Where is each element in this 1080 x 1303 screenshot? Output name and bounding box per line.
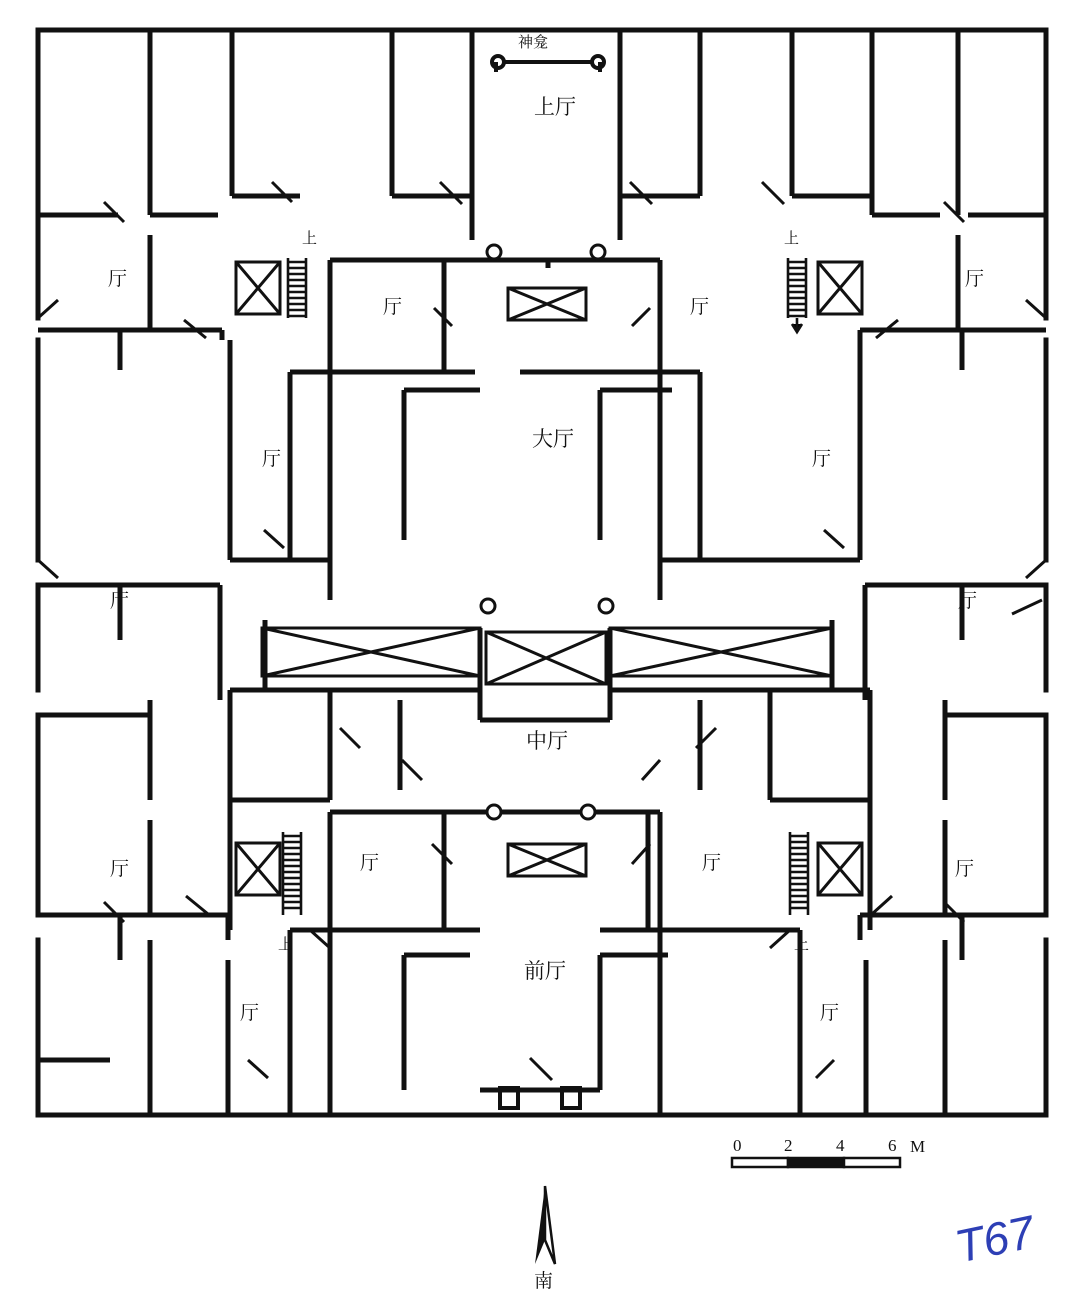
stair-label-bottom-right: 上 [794, 937, 810, 953]
hall-label-great: 大厅 [532, 427, 574, 451]
room-label-2: 厅 [383, 297, 403, 318]
scale-tick-2: 2 [784, 1136, 793, 1155]
hall-label-front: 前厅 [524, 959, 566, 983]
hall-label-upper: 上厅 [534, 95, 576, 119]
stair-label-top-left: 上 [302, 231, 318, 247]
scale-bar-graphic [732, 1158, 900, 1167]
room-label-3: 厅 [690, 297, 710, 318]
room-label-8: 厅 [958, 591, 978, 612]
room-label-4: 厅 [965, 269, 985, 290]
scale-unit: M [910, 1137, 926, 1156]
scale-tick-4: 4 [836, 1136, 845, 1155]
hall-label-middle: 中厅 [526, 729, 568, 753]
room-label-11: 厅 [702, 853, 722, 874]
stair-label-top-right: 上 [784, 231, 800, 247]
room-label-12: 厅 [955, 859, 975, 880]
room-label-10: 厅 [360, 853, 380, 874]
room-label-9: 厅 [110, 859, 130, 880]
room-label-6: 厅 [812, 449, 832, 470]
compass-label-south: 南 [534, 1271, 554, 1292]
room-label-7: 厅 [110, 591, 130, 612]
stair-label-bottom-left: 上 [278, 937, 294, 953]
room-label-5: 厅 [262, 449, 282, 470]
room-label-14: 厅 [820, 1003, 840, 1024]
scale-tick-0: 0 [733, 1136, 742, 1155]
handwritten-annotation: T67 [950, 1205, 1039, 1273]
shrine-niche-label: 神龛 [518, 35, 549, 51]
scale-tick-6: 6 [888, 1136, 897, 1155]
room-label-13: 厅 [240, 1003, 260, 1024]
room-label-1: 厅 [108, 269, 128, 290]
